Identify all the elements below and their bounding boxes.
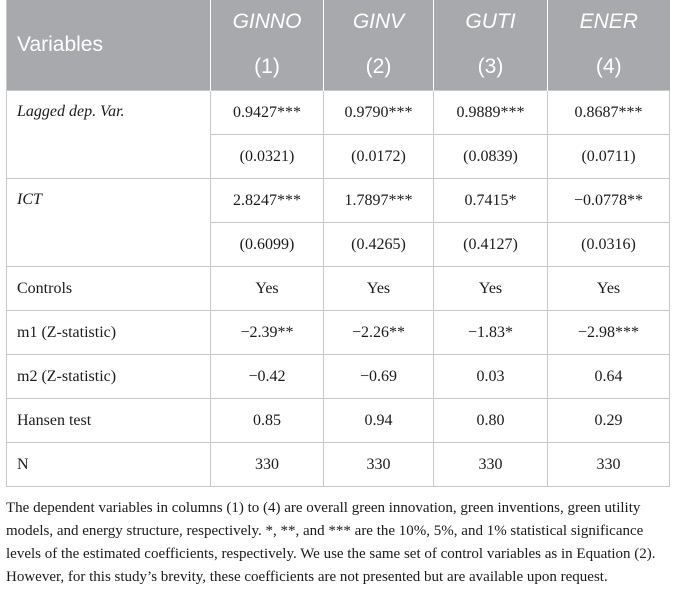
cell-n-1: 330 bbox=[211, 443, 324, 487]
cell-n-4: 330 bbox=[548, 443, 670, 487]
cell-m1-4: −2.98*** bbox=[548, 311, 670, 355]
cell-n-2: 330 bbox=[324, 443, 434, 487]
cell-lagged-coef-4: 0.8687*** bbox=[548, 91, 670, 135]
cell-m1-2: −2.26** bbox=[324, 311, 434, 355]
cell-controls-4: Yes bbox=[548, 267, 670, 311]
header-col-ener: ENER bbox=[548, 0, 670, 44]
cell-m2-3: 0.03 bbox=[434, 355, 548, 399]
cell-controls-2: Yes bbox=[324, 267, 434, 311]
cell-ict-coef-1: 2.8247*** bbox=[211, 179, 324, 223]
row-label-lagged: Lagged dep. Var. bbox=[7, 91, 211, 179]
table-row-m2 bbox=[7, 355, 670, 399]
row-label-n: N bbox=[7, 443, 211, 487]
cell-ict-se-3: (0.4127) bbox=[434, 223, 548, 267]
table-body bbox=[7, 91, 670, 487]
header-num-1: (1) bbox=[211, 44, 324, 91]
header-num-2: (2) bbox=[324, 44, 434, 91]
cell-ict-coef-3: 0.7415* bbox=[434, 179, 548, 223]
cell-lagged-se-3: (0.0839) bbox=[434, 135, 548, 179]
cell-hansen-3: 0.80 bbox=[434, 399, 548, 443]
header-num-4: (4) bbox=[548, 44, 670, 91]
cell-m2-4: 0.64 bbox=[548, 355, 670, 399]
cell-m1-1: −2.39** bbox=[211, 311, 324, 355]
header-col-ginno: GINNO bbox=[211, 0, 324, 44]
row-label-m2: m2 (Z-statistic) bbox=[7, 355, 211, 399]
table-row-hansen bbox=[7, 399, 670, 443]
header-col-guti: GUTI bbox=[434, 0, 548, 44]
row-label-ict: ICT bbox=[7, 179, 211, 267]
header-col-ginv: GINV bbox=[324, 0, 434, 44]
cell-hansen-1: 0.85 bbox=[211, 399, 324, 443]
cell-hansen-4: 0.29 bbox=[548, 399, 670, 443]
cell-ict-coef-4: −0.0778** bbox=[548, 179, 670, 223]
cell-ict-se-4: (0.0316) bbox=[548, 223, 670, 267]
cell-lagged-se-2: (0.0172) bbox=[324, 135, 434, 179]
table-footnote: The dependent variables in columns (1) to (4) are overall green innovation, green inventions, green utility models, and energy structure, respectively. *, **, and *** are the 10%, 5%, and 1% statistical significance levels of the estimated coefficients, respectively. We use the same set of control variables as in Equation (2). However, for this study’s brevity, these coefficients are not presented but are available upon request. bbox=[6, 500, 656, 585]
cell-ict-se-1: (0.6099) bbox=[211, 223, 324, 267]
cell-m2-1: −0.42 bbox=[211, 355, 324, 399]
cell-lagged-coef-3: 0.9889*** bbox=[434, 91, 548, 135]
cell-ict-coef-2: 1.7897*** bbox=[324, 179, 434, 223]
table-row-ict-coef bbox=[7, 179, 670, 223]
row-label-hansen: Hansen test bbox=[7, 399, 211, 443]
cell-lagged-coef-1: 0.9427*** bbox=[211, 91, 324, 135]
table-row-controls bbox=[7, 267, 670, 311]
cell-ict-se-2: (0.4265) bbox=[324, 223, 434, 267]
header-variables: Variables bbox=[7, 0, 211, 91]
cell-m2-2: −0.69 bbox=[324, 355, 434, 399]
table-header bbox=[7, 0, 670, 91]
regression-table-figure bbox=[6, 0, 669, 589]
cell-m1-3: −1.83* bbox=[434, 311, 548, 355]
row-label-controls: Controls bbox=[7, 267, 211, 311]
row-label-m1: m1 (Z-statistic) bbox=[7, 311, 211, 355]
header-row-names bbox=[7, 0, 670, 44]
cell-lagged-coef-2: 0.9790*** bbox=[324, 91, 434, 135]
cell-hansen-2: 0.94 bbox=[324, 399, 434, 443]
table-row-lagged-coef bbox=[7, 91, 670, 135]
cell-n-3: 330 bbox=[434, 443, 548, 487]
table-row-n bbox=[7, 443, 670, 487]
header-num-3: (3) bbox=[434, 44, 548, 91]
cell-controls-3: Yes bbox=[434, 267, 548, 311]
regression-table bbox=[6, 0, 670, 487]
cell-controls-1: Yes bbox=[211, 267, 324, 311]
cell-lagged-se-1: (0.0321) bbox=[211, 135, 324, 179]
cell-lagged-se-4: (0.0711) bbox=[548, 135, 670, 179]
table-row-m1 bbox=[7, 311, 670, 355]
